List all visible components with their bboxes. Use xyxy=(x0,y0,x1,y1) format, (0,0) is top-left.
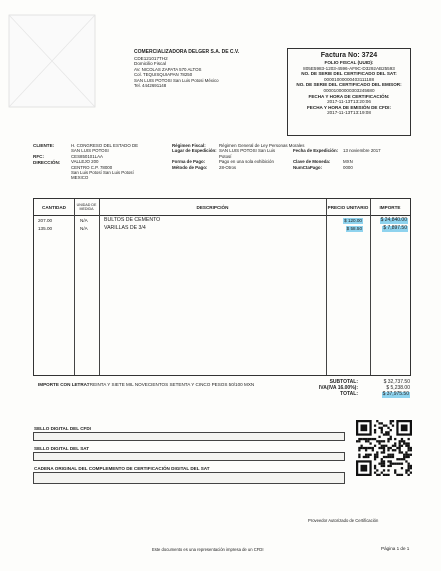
header-precio: PRECIO UNITARIO xyxy=(326,199,371,215)
provider-label: Proveedor Autorizado de Certificación xyxy=(308,518,379,523)
clave-value: MXN xyxy=(343,159,353,165)
row-cantidad: 135.00 xyxy=(38,226,53,231)
table-row xyxy=(34,218,410,225)
issuer-rfc: CDE121017TH2 xyxy=(134,55,168,61)
emisor-cert-value: 00001000000303245680 xyxy=(323,87,375,93)
column-divider xyxy=(370,215,371,375)
header-importe: IMPORTE xyxy=(379,204,401,210)
fiscal-values xyxy=(219,143,304,170)
issuer-address-line: Tel. 4442691148 xyxy=(134,83,167,88)
total-label: TOTAL: xyxy=(340,391,358,397)
subtotal-value: $ 32,737.50 xyxy=(383,379,410,385)
sat-cert-value: 00001000000403111188 xyxy=(323,76,375,82)
numcta-label: NumCtaPago: xyxy=(293,164,323,170)
iva-label: IVA(IVA 16.00%): xyxy=(318,385,358,391)
lugar-label: Lugar de Expedición: xyxy=(172,148,217,154)
sat-stamp-label: SELLO DIGITAL DEL SAT xyxy=(34,446,90,451)
cert-date-label: FECHA Y HORA DE CERTIFICACIÓN: xyxy=(308,93,390,99)
numcta-value: 0000 xyxy=(343,164,353,170)
qr-code xyxy=(356,420,412,476)
fiscal-values-right xyxy=(343,148,381,170)
issuer-name: COMERCIALIZADORA DELGER S.A. DE C.V. xyxy=(134,49,240,55)
client-address-line: MEXICO xyxy=(71,175,89,181)
emission-date-value: 2017-11-13T13:19:08 xyxy=(327,110,371,116)
emisor-cert-label: NO. DE SERIE DEL CERTIFICADO DEL EMISOR: xyxy=(296,82,402,88)
items-table xyxy=(33,198,411,376)
row-cantidad: 207.00 xyxy=(38,218,53,223)
row-descripcion: VARILLAS DE 3/4 xyxy=(104,225,146,231)
metodo-label: Método de Pago: xyxy=(172,164,208,170)
subtotal-label: SUBTOTAL: xyxy=(329,379,358,385)
column-divider xyxy=(74,215,75,375)
cert-date-value: 2017-11-13T13:20:06 xyxy=(327,99,371,105)
row-importe: $ 7,897.50 xyxy=(383,225,407,231)
regimen-value: Régimen General de Ley Personas Morales xyxy=(219,143,305,148)
client-address-line: VALLEJO 200 xyxy=(71,159,99,165)
metodo-value: 28-Otros xyxy=(219,164,237,170)
cert-chain xyxy=(33,466,345,484)
row-precio: $ 58.50 xyxy=(346,226,362,231)
folio-value: 805E5983-1203-4596-AF9C-D3292AB25593 xyxy=(303,65,395,71)
client-labels xyxy=(33,143,60,165)
column-divider xyxy=(99,215,100,375)
client-address-line: San Luis Potosí San Luis Potosí xyxy=(71,170,134,176)
fiscal-labels xyxy=(172,143,217,170)
sat-stamp xyxy=(33,446,345,461)
table-header xyxy=(34,199,410,216)
client-label: CLIENTE: xyxy=(33,143,55,148)
forma-value: Pago en una sola exhibición xyxy=(219,159,274,165)
issuer-address-line: SAN LUIS POTOSI San Luis Potosi México xyxy=(134,77,219,83)
emission-date-label: FECHA Y HORA DE EMISIÓN DE CFDI: xyxy=(307,104,391,110)
column-divider xyxy=(326,215,327,375)
fecha-value: 13 noviembre 2017 xyxy=(343,148,381,154)
issuer-info xyxy=(134,50,239,88)
fecha-label: Fecha de Expedición: xyxy=(293,148,339,154)
issuer-address-line: AV. NICOLAS ZAPATA 570 ALTOS xyxy=(134,66,202,72)
client-rfc-label: RFC: xyxy=(33,154,44,160)
header-descripcion: DESCRIPCIÓN xyxy=(99,199,327,215)
row-unidad: N/A xyxy=(80,226,88,231)
row-precio: $ 120.00 xyxy=(344,218,362,223)
table-row xyxy=(34,226,410,233)
client-name-line: SAN LUIS POTOSI xyxy=(71,148,109,154)
cert-chain-label: CADENA ORIGINAL DEL COMPLEMENTO DE CERTIFICACIÓN DIGITAL DEL SAT xyxy=(34,466,210,471)
row-importe: $ 24,840.00 xyxy=(380,217,407,223)
cfdi-stamp xyxy=(33,426,345,441)
client-address-label: DIRECCIÓN: xyxy=(33,159,61,165)
amount-words-label: IMPORTE CON LETRA: xyxy=(38,382,89,387)
client-values xyxy=(71,143,138,181)
client-name-line: H. CONGRESO DEL ESTADO DE xyxy=(71,143,139,148)
issuer-regime: Domicilio Fiscal xyxy=(134,61,166,67)
lugar-value-line: SAN LUIS POTOSI San Luis xyxy=(219,148,276,154)
issuer-logo xyxy=(8,14,96,108)
representation-note: Este documento es una representación impresa de un CFDI xyxy=(152,547,264,552)
row-descripcion: BULTOS DE CEMENTO xyxy=(104,217,161,223)
header-unidad: UNIDAD DE MEDIDA xyxy=(74,199,100,215)
row-unidad: N/A xyxy=(80,218,88,223)
fiscal-labels-right xyxy=(293,148,338,170)
regimen-label: Régimen Fiscal: xyxy=(172,143,206,148)
client-address-line: CENTRO C.P. 78000 xyxy=(71,164,113,170)
amount-words: TREINTA Y SIETE MIL NOVECIENTOS SETENTA Y CINCO PESOS 50/100 MXN xyxy=(87,382,255,387)
total-value: $ 37,975.50 xyxy=(382,391,409,397)
client-rfc: CES850101LAA xyxy=(71,153,103,159)
invoice-box xyxy=(287,48,411,136)
clave-label: Clave de Moneda: xyxy=(293,159,331,165)
folio-label: FOLIO FISCAL (UUID): xyxy=(324,60,374,65)
invoice-title: Factura No: 3724 xyxy=(320,52,378,59)
lugar-value-line: Potosí xyxy=(219,153,232,159)
issuer-address xyxy=(134,67,239,89)
forma-label: Forma de Pago: xyxy=(172,159,206,165)
cfdi-stamp-label: SELLO DIGITAL DEL CFDI xyxy=(34,426,91,431)
header-cantidad: CANTIDAD xyxy=(34,199,75,215)
page-number: Página 1 de 1 xyxy=(381,546,410,551)
issuer-address-line: Col. TEQUISQUIAPAN 78250 xyxy=(134,72,193,78)
sat-cert-label: NO. DE SERIE DEL CERTIFICADO DEL SAT: xyxy=(301,71,397,77)
iva-value: $ 5,238.00 xyxy=(386,385,410,391)
